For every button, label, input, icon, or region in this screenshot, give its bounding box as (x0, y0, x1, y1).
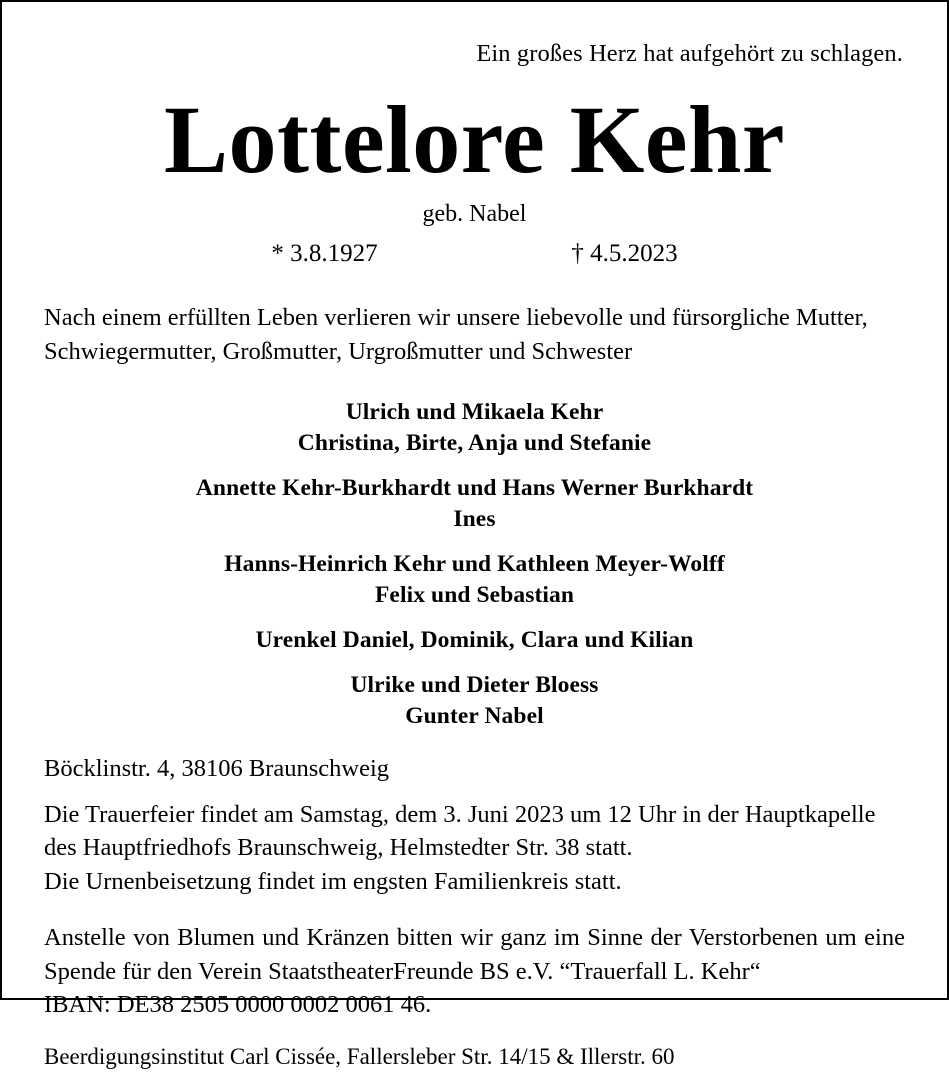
mourner-line: Christina, Birte, Anja und Stefanie (297, 429, 652, 456)
mourner-group (44, 473, 905, 535)
funeral-provider: Beerdigungsinstitut Carl Cissée, Fallersleber Str. 14/15 & Illerstr. 60 (44, 1044, 675, 1070)
mourners-list (44, 397, 905, 732)
details-section (44, 752, 905, 1072)
epigraph-text: Ein großes Herz hat aufgehört zu schlagen. (476, 40, 903, 67)
notice-content (2, 2, 947, 1070)
mourner-line: Felix und Sebastian (374, 581, 575, 608)
donation-text: Anstelle von Blumen und Kränzen bitten wir ganz im Sinne der Verstorbenen um eine Spende für den Verein StaatstheaterFreunde BS e.V. “Trauerfall L. Kehr“ (44, 923, 905, 985)
ceremony-info (44, 798, 905, 899)
mourner-line: Ulrich und Mikaela Kehr (345, 398, 604, 425)
mourner-line: Ines (453, 505, 496, 532)
mourner-line: Annette Kehr-Burkhardt und Hans Werner Burkhardt (195, 474, 754, 501)
mourner-group (44, 625, 905, 656)
deceased-name: Lottelore Kehr (163, 86, 785, 194)
name-block (44, 86, 905, 229)
iban-line: IBAN: DE38 2505 0000 0002 0061 46. (44, 991, 432, 1019)
maiden-name: geb. Nabel (422, 201, 527, 228)
family-address: Böcklinstr. 4, 38106 Braunschweig (44, 754, 390, 782)
mourner-group (44, 670, 905, 732)
mourner-line: Gunter Nabel (405, 702, 544, 729)
death-date: † 4.5.2023 (571, 239, 678, 267)
mourner-line: Hanns-Heinrich Kehr und Kathleen Meyer-Wolff (224, 550, 725, 577)
mourner-line: Ulrike und Dieter Bloess (350, 671, 599, 698)
ceremony-burial-line: Die Urnenbeisetzung findet im engsten Familienkreis statt. (44, 868, 622, 896)
mourner-line: Urenkel Daniel, Dominik, Clara und Kilian (255, 626, 694, 653)
life-dates (44, 239, 905, 269)
birth-date: * 3.8.1927 (271, 239, 378, 267)
intro-paragraph: Nach einem erfüllten Leben verlieren wir unsere liebevolle und fürsorgliche Mutter, Schwiegermutter, Großmutter, Urgroßmutter und Schwester (44, 303, 868, 365)
mourner-group (44, 397, 905, 459)
ceremony-service-line: Die Trauerfeier findet am Samstag, dem 3. Juni 2023 um 12 Uhr in der Hauptkapelle des Hauptfriedhofs Braunschweig, Helmstedter Str. 38 statt. (44, 800, 876, 862)
mourner-group (44, 549, 905, 611)
donation-paragraph (44, 921, 905, 1022)
